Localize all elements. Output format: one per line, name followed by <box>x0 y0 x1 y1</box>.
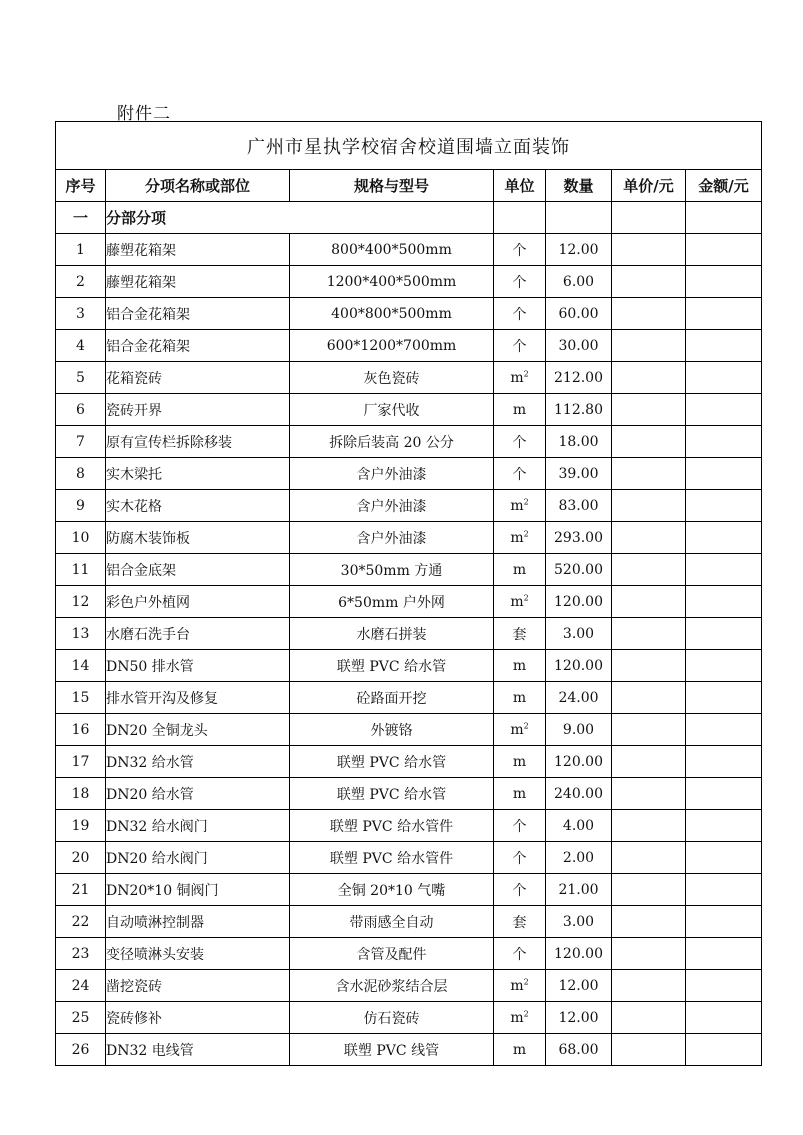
unit-superscript: 2 <box>523 592 529 602</box>
cell-seq: 26 <box>56 1034 106 1066</box>
cell-spec: 30*50mm 方通 <box>290 554 494 586</box>
cell-name: 实木花格 <box>106 490 290 522</box>
cell-name: 防腐木装饰板 <box>106 522 290 554</box>
cell-spec: 含管及配件 <box>290 938 494 970</box>
cell-amount <box>686 746 762 778</box>
unit-text: m <box>512 561 527 578</box>
cell-spec: 联塑 PVC 给水管件 <box>290 810 494 842</box>
cell-amount <box>686 330 762 362</box>
cell-amount <box>686 394 762 426</box>
section-unit-price <box>612 202 686 234</box>
cell-qty: 120.00 <box>546 746 612 778</box>
cell-spec: 联塑 PVC 给水管 <box>290 746 494 778</box>
cell-spec: 联塑 PVC 给水管件 <box>290 842 494 874</box>
cell-unit-price <box>612 426 686 458</box>
cell-spec: 联塑 PVC 线管 <box>290 1034 494 1066</box>
cell-name: DN50 排水管 <box>106 650 290 682</box>
cell-unit <box>494 618 546 650</box>
section-seq: 一 <box>56 202 106 234</box>
cell-name: 排水管开沟及修复 <box>106 682 290 714</box>
unit-text: m <box>510 369 524 386</box>
cell-qty: 3.00 <box>546 906 612 938</box>
cell-seq: 6 <box>56 394 106 426</box>
cell-name: 凿挖瓷砖 <box>106 970 290 1002</box>
cell-seq: 24 <box>56 970 106 1002</box>
cell-unit <box>494 490 546 522</box>
cell-unit <box>494 746 546 778</box>
cell-spec: 含水泥砂浆结合层 <box>290 970 494 1002</box>
unit-text: 个 <box>512 466 527 483</box>
unit-text: 套 <box>512 626 527 643</box>
cell-amount <box>686 938 762 970</box>
cell-unit <box>494 714 546 746</box>
unit-text: m <box>510 1009 524 1026</box>
cell-name: 自动喷淋控制器 <box>106 906 290 938</box>
cell-seq: 22 <box>56 906 106 938</box>
section-name: 分部分项 <box>106 202 494 234</box>
unit-text: 个 <box>512 946 527 963</box>
cell-unit <box>494 330 546 362</box>
section-amount <box>686 202 762 234</box>
table-row <box>56 554 762 586</box>
unit-superscript: 2 <box>523 528 529 538</box>
cell-seq: 7 <box>56 426 106 458</box>
cell-amount <box>686 1002 762 1034</box>
cell-unit-price <box>612 1034 686 1066</box>
cell-amount <box>686 266 762 298</box>
table-row <box>56 298 762 330</box>
cell-unit-price <box>612 522 686 554</box>
cell-amount <box>686 490 762 522</box>
table-title-row <box>56 122 762 170</box>
cell-name: 水磨石洗手台 <box>106 618 290 650</box>
cell-name: 变径喷淋头安装 <box>106 938 290 970</box>
cell-name: DN32 给水管 <box>106 746 290 778</box>
cell-amount <box>686 554 762 586</box>
cell-qty: 212.00 <box>546 362 612 394</box>
cell-unit <box>494 874 546 906</box>
table-row <box>56 330 762 362</box>
cell-amount <box>686 522 762 554</box>
cell-spec: 600*1200*700mm <box>290 330 494 362</box>
header-seq: 序号 <box>56 170 106 202</box>
cell-seq: 15 <box>56 682 106 714</box>
cell-spec: 400*800*500mm <box>290 298 494 330</box>
cell-unit <box>494 586 546 618</box>
cell-unit-price <box>612 842 686 874</box>
unit-text: m <box>510 721 524 738</box>
cell-unit-price <box>612 586 686 618</box>
table-row <box>56 394 762 426</box>
cell-unit <box>494 426 546 458</box>
cell-unit <box>494 1034 546 1066</box>
cell-unit-price <box>612 234 686 266</box>
cell-amount <box>686 426 762 458</box>
table-title: 广州市星执学校宿舍校道围墙立面装饰 <box>56 122 762 170</box>
cell-spec: 外镀铬 <box>290 714 494 746</box>
cell-amount <box>686 682 762 714</box>
cell-unit-price <box>612 650 686 682</box>
cell-name: 瓷砖开界 <box>106 394 290 426</box>
section-qty <box>546 202 612 234</box>
table-row <box>56 810 762 842</box>
table-row <box>56 458 762 490</box>
header-amount: 金额/元 <box>686 170 762 202</box>
unit-text: 套 <box>512 914 527 931</box>
unit-superscript: 2 <box>523 368 529 378</box>
cell-qty: 39.00 <box>546 458 612 490</box>
cell-seq: 3 <box>56 298 106 330</box>
cell-unit <box>494 266 546 298</box>
cell-amount <box>686 874 762 906</box>
cell-qty: 12.00 <box>546 234 612 266</box>
table-row <box>56 426 762 458</box>
header-qty: 数量 <box>546 170 612 202</box>
cell-qty: 60.00 <box>546 298 612 330</box>
cell-qty: 18.00 <box>546 426 612 458</box>
cell-qty: 120.00 <box>546 586 612 618</box>
unit-text: 个 <box>512 434 527 451</box>
cell-unit-price <box>612 618 686 650</box>
cell-spec: 厂家代收 <box>290 394 494 426</box>
table-row <box>56 746 762 778</box>
cell-seq: 9 <box>56 490 106 522</box>
cell-amount <box>686 298 762 330</box>
header-spec: 规格与型号 <box>290 170 494 202</box>
cell-qty: 12.00 <box>546 970 612 1002</box>
cell-unit-price <box>612 458 686 490</box>
cell-spec: 全铜 20*10 气嘴 <box>290 874 494 906</box>
table-row <box>56 714 762 746</box>
table-row <box>56 362 762 394</box>
cell-seq: 21 <box>56 874 106 906</box>
cell-qty: 24.00 <box>546 682 612 714</box>
cell-spec: 拆除后装高 20 公分 <box>290 426 494 458</box>
cell-qty: 120.00 <box>546 650 612 682</box>
cell-seq: 18 <box>56 778 106 810</box>
cell-amount <box>686 1034 762 1066</box>
cell-unit <box>494 234 546 266</box>
table-row <box>56 650 762 682</box>
cell-spec: 含户外油漆 <box>290 490 494 522</box>
header-unit: 单位 <box>494 170 546 202</box>
unit-text: m <box>512 401 527 418</box>
cell-name: DN20 全铜龙头 <box>106 714 290 746</box>
cell-unit-price <box>612 778 686 810</box>
cell-amount <box>686 618 762 650</box>
cell-unit <box>494 554 546 586</box>
cell-unit <box>494 1002 546 1034</box>
table-row <box>56 778 762 810</box>
header-name: 分项名称或部位 <box>106 170 290 202</box>
cell-spec: 仿石瓷砖 <box>290 1002 494 1034</box>
unit-text: 个 <box>512 850 527 867</box>
cell-unit <box>494 458 546 490</box>
table-row <box>56 586 762 618</box>
unit-text: m <box>512 1041 527 1058</box>
cell-unit <box>494 682 546 714</box>
cell-name: 铝合金花箱架 <box>106 330 290 362</box>
cell-qty: 12.00 <box>546 1002 612 1034</box>
cell-amount <box>686 810 762 842</box>
table-row <box>56 874 762 906</box>
unit-text: m <box>512 657 527 674</box>
table-row <box>56 490 762 522</box>
cell-spec: 灰色瓷砖 <box>290 362 494 394</box>
cell-name: 花箱瓷砖 <box>106 362 290 394</box>
cell-name: 瓷砖修补 <box>106 1002 290 1034</box>
unit-text: 个 <box>512 242 527 259</box>
cell-name: 原有宣传栏拆除移装 <box>106 426 290 458</box>
unit-text: 个 <box>512 338 527 355</box>
cell-name: DN20 给水阀门 <box>106 842 290 874</box>
cell-amount <box>686 714 762 746</box>
cell-name: 藤塑花箱架 <box>106 234 290 266</box>
table-row <box>56 266 762 298</box>
table-row <box>56 938 762 970</box>
unit-text: 个 <box>512 274 527 291</box>
cell-seq: 11 <box>56 554 106 586</box>
cell-unit <box>494 394 546 426</box>
cell-name: DN32 给水阀门 <box>106 810 290 842</box>
cell-qty: 3.00 <box>546 618 612 650</box>
cell-seq: 20 <box>56 842 106 874</box>
cell-amount <box>686 362 762 394</box>
cell-qty: 68.00 <box>546 1034 612 1066</box>
cell-spec: 含户外油漆 <box>290 522 494 554</box>
cell-qty: 240.00 <box>546 778 612 810</box>
unit-superscript: 2 <box>523 720 529 730</box>
cell-seq: 2 <box>56 266 106 298</box>
unit-superscript: 2 <box>523 1008 529 1018</box>
cell-amount <box>686 234 762 266</box>
cell-amount <box>686 650 762 682</box>
cell-seq: 8 <box>56 458 106 490</box>
cell-qty: 6.00 <box>546 266 612 298</box>
cell-unit-price <box>612 938 686 970</box>
cell-qty: 83.00 <box>546 490 612 522</box>
cell-seq: 1 <box>56 234 106 266</box>
cell-spec: 砼路面开挖 <box>290 682 494 714</box>
table-row <box>56 234 762 266</box>
cell-spec: 联塑 PVC 给水管 <box>290 778 494 810</box>
cell-unit-price <box>612 874 686 906</box>
cell-seq: 19 <box>56 810 106 842</box>
unit-text: m <box>512 785 527 802</box>
unit-superscript: 2 <box>523 976 529 986</box>
cell-spec: 含户外油漆 <box>290 458 494 490</box>
cell-unit-price <box>612 1002 686 1034</box>
cell-unit <box>494 298 546 330</box>
cell-unit <box>494 362 546 394</box>
cell-spec: 6*50mm 户外网 <box>290 586 494 618</box>
table-row <box>56 842 762 874</box>
cell-seq: 5 <box>56 362 106 394</box>
cell-qty: 21.00 <box>546 874 612 906</box>
unit-text: m <box>510 497 524 514</box>
cell-seq: 23 <box>56 938 106 970</box>
cell-unit <box>494 842 546 874</box>
unit-text: m <box>512 753 527 770</box>
cell-name: 藤塑花箱架 <box>106 266 290 298</box>
bill-of-quantities-table <box>55 121 762 1066</box>
table-row <box>56 906 762 938</box>
cell-qty: 9.00 <box>546 714 612 746</box>
cell-name: DN32 电线管 <box>106 1034 290 1066</box>
section-unit <box>494 202 546 234</box>
cell-seq: 4 <box>56 330 106 362</box>
unit-text: m <box>510 593 524 610</box>
cell-spec: 1200*400*500mm <box>290 266 494 298</box>
table-header-row <box>56 170 762 202</box>
cell-unit <box>494 810 546 842</box>
cell-name: DN20*10 铜阀门 <box>106 874 290 906</box>
cell-seq: 25 <box>56 1002 106 1034</box>
cell-unit-price <box>612 970 686 1002</box>
cell-name: 彩色户外植网 <box>106 586 290 618</box>
cell-name: DN20 给水管 <box>106 778 290 810</box>
cell-unit-price <box>612 362 686 394</box>
header-unit-price: 单价/元 <box>612 170 686 202</box>
cell-amount <box>686 970 762 1002</box>
cell-amount <box>686 906 762 938</box>
cell-unit-price <box>612 330 686 362</box>
cell-unit-price <box>612 682 686 714</box>
unit-superscript: 2 <box>523 496 529 506</box>
cell-spec: 水磨石拼装 <box>290 618 494 650</box>
cell-unit <box>494 906 546 938</box>
cell-unit-price <box>612 266 686 298</box>
cell-seq: 12 <box>56 586 106 618</box>
cell-qty: 2.00 <box>546 842 612 874</box>
cell-unit <box>494 650 546 682</box>
cell-qty: 293.00 <box>546 522 612 554</box>
cell-qty: 520.00 <box>546 554 612 586</box>
unit-text: m <box>512 689 527 706</box>
unit-text: 个 <box>512 306 527 323</box>
table-row <box>56 682 762 714</box>
cell-name: 实木梁托 <box>106 458 290 490</box>
cell-qty: 112.80 <box>546 394 612 426</box>
cell-seq: 16 <box>56 714 106 746</box>
cell-unit-price <box>612 714 686 746</box>
unit-text: m <box>510 977 524 994</box>
cell-spec: 联塑 PVC 给水管 <box>290 650 494 682</box>
cell-unit-price <box>612 298 686 330</box>
cell-spec: 800*400*500mm <box>290 234 494 266</box>
attachment-label: 附件二 <box>117 104 171 124</box>
table-row <box>56 970 762 1002</box>
table-row <box>56 522 762 554</box>
cell-unit <box>494 938 546 970</box>
cell-unit-price <box>612 906 686 938</box>
cell-unit-price <box>612 554 686 586</box>
cell-unit-price <box>612 394 686 426</box>
cell-amount <box>686 586 762 618</box>
unit-text: m <box>510 529 524 546</box>
unit-text: 个 <box>512 882 527 899</box>
cell-amount <box>686 842 762 874</box>
cell-amount <box>686 778 762 810</box>
unit-text: 个 <box>512 818 527 835</box>
cell-seq: 13 <box>56 618 106 650</box>
cell-unit <box>494 522 546 554</box>
cell-seq: 14 <box>56 650 106 682</box>
cell-spec: 带雨感全自动 <box>290 906 494 938</box>
cell-unit-price <box>612 810 686 842</box>
cell-unit-price <box>612 746 686 778</box>
table-row <box>56 1034 762 1066</box>
cell-qty: 4.00 <box>546 810 612 842</box>
cell-name: 铝合金底架 <box>106 554 290 586</box>
section-row <box>56 202 762 234</box>
cell-qty: 120.00 <box>546 938 612 970</box>
cell-unit <box>494 778 546 810</box>
cell-seq: 10 <box>56 522 106 554</box>
cell-seq: 17 <box>56 746 106 778</box>
table-row <box>56 1002 762 1034</box>
cell-unit-price <box>612 490 686 522</box>
cell-name: 铝合金花箱架 <box>106 298 290 330</box>
cell-amount <box>686 458 762 490</box>
cell-unit <box>494 970 546 1002</box>
table-row <box>56 618 762 650</box>
cell-qty: 30.00 <box>546 330 612 362</box>
